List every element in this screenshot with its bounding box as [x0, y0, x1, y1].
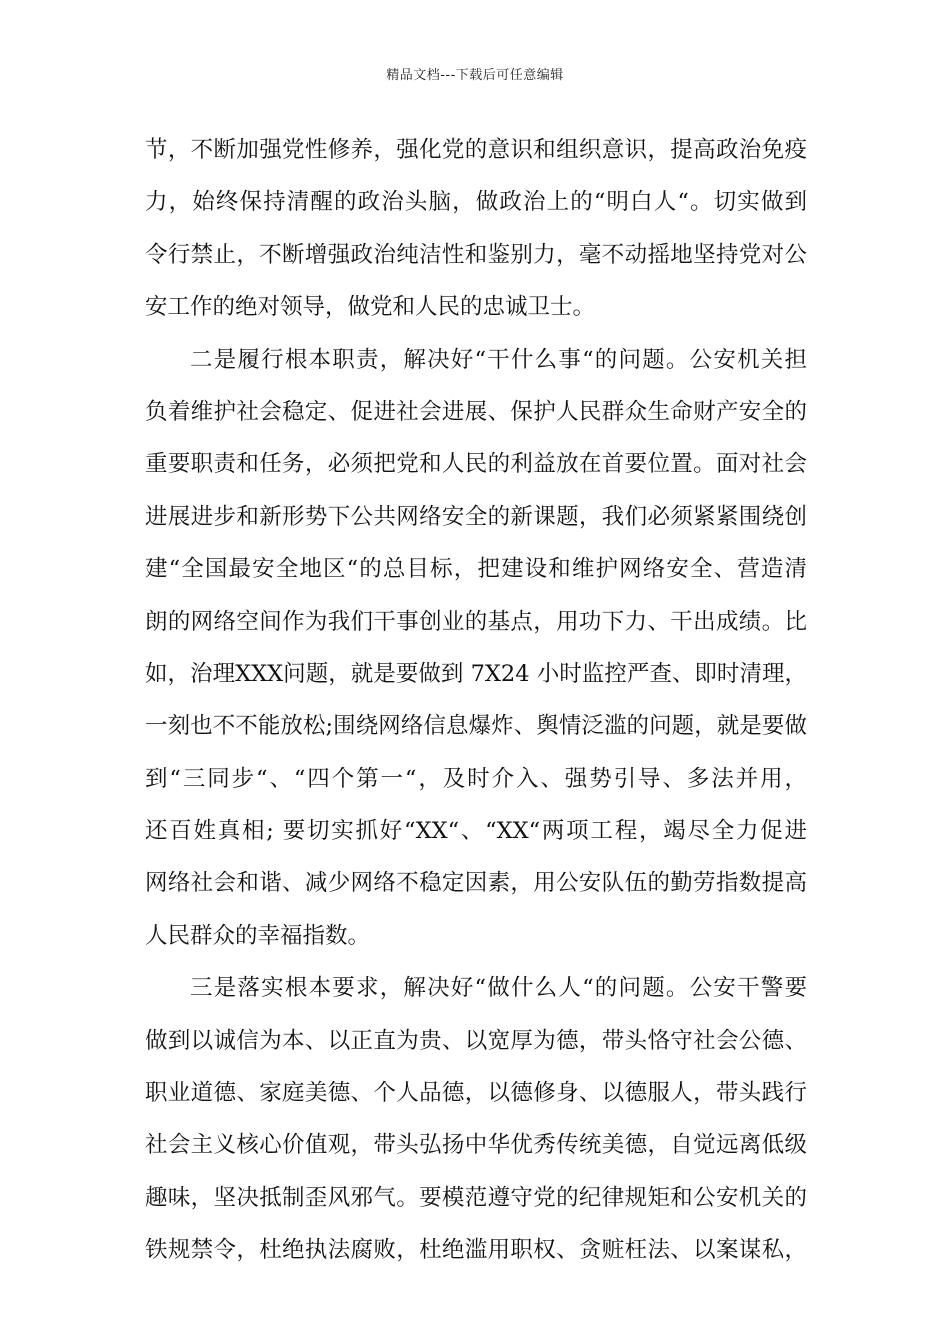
paragraph-line: 三是落实根本要求，解决好“做什么人“的问题。公安干警要	[190, 975, 807, 1002]
document-body	[145, 130, 807, 1283]
paragraph-line: 职业道德、家庭美德、个人品德，以德修身、以德服人，带头践行	[145, 1080, 807, 1107]
paragraph-line: 进展进步和新形势下公共网络安全的新课题，我们必须紧紧围绕创	[145, 503, 807, 530]
paragraph-line: 网络社会和谐、减少网络不稳定因素，用公安队伍的勤劳指数提高	[145, 870, 807, 897]
paragraph-line: 一刻也不不能放松;围绕网络信息爆炸、舆情泛滥的问题，就是要做	[145, 713, 807, 740]
paragraph-line: 二是履行根本职责，解决好“干什么事“的问题。公安机关担	[190, 346, 807, 373]
paragraph-line: 力，始终保持清醒的政治头脑，做政治上的“明白人“。切实做到	[145, 189, 807, 216]
paragraph-line: 还百姓真相; 要切实抓好“XX“、“XX“两项工程，竭尽全力促进	[145, 818, 807, 845]
paragraph-line: 安工作的绝对领导，做党和人民的忠诚卫士。	[145, 294, 596, 321]
paragraph-line: 重要职责和任务，必须把党和人民的利益放在首要位置。面对社会	[145, 451, 807, 478]
paragraph-line: 趣味，坚决抵制歪风邪气。要模范遵守党的纪律规矩和公安机关的	[145, 1184, 807, 1211]
paragraph-line: 令行禁止，不断增强政治纯洁性和鉴别力，毫不动摇地坚持党对公	[145, 241, 807, 268]
paragraph-line: 如，治理XXX问题，就是要做到 7X24 小时监控严查、即时清理，	[145, 660, 807, 687]
paragraph-line: 到“三同步“、“四个第一“，及时介入、强势引导、多法并用，	[145, 765, 807, 792]
page-header: 精品文档---下载后可任意编辑	[386, 68, 564, 83]
paragraph-line: 人民群众的幸福指数。	[145, 922, 371, 949]
paragraph-line: 建“全国最安全地区“的总目标，把建设和维护网络安全、营造清	[145, 556, 807, 583]
paragraph-line: 铁规禁令，杜绝执法腐败，杜绝滥用职权、贪赃枉法、以案谋私，	[145, 1237, 807, 1264]
paragraph-line: 负着维护社会稳定、促进社会进展、保护人民群众生命财产安全的	[145, 398, 807, 425]
paragraph-line: 朗的网络空间作为我们干事创业的基点，用功下力、干出成绩。比	[145, 608, 807, 635]
paragraph-line: 社会主义核心价值观，带头弘扬中华优秀传统美德，自觉远离低级	[145, 1132, 807, 1159]
paragraph-line: 做到以诚信为本、以正直为贵、以宽厚为德，带头恪守社会公德、	[145, 1027, 807, 1054]
paragraph-line: 节，不断加强党性修养，强化党的意识和组织意识，提高政治免疫	[145, 137, 807, 163]
